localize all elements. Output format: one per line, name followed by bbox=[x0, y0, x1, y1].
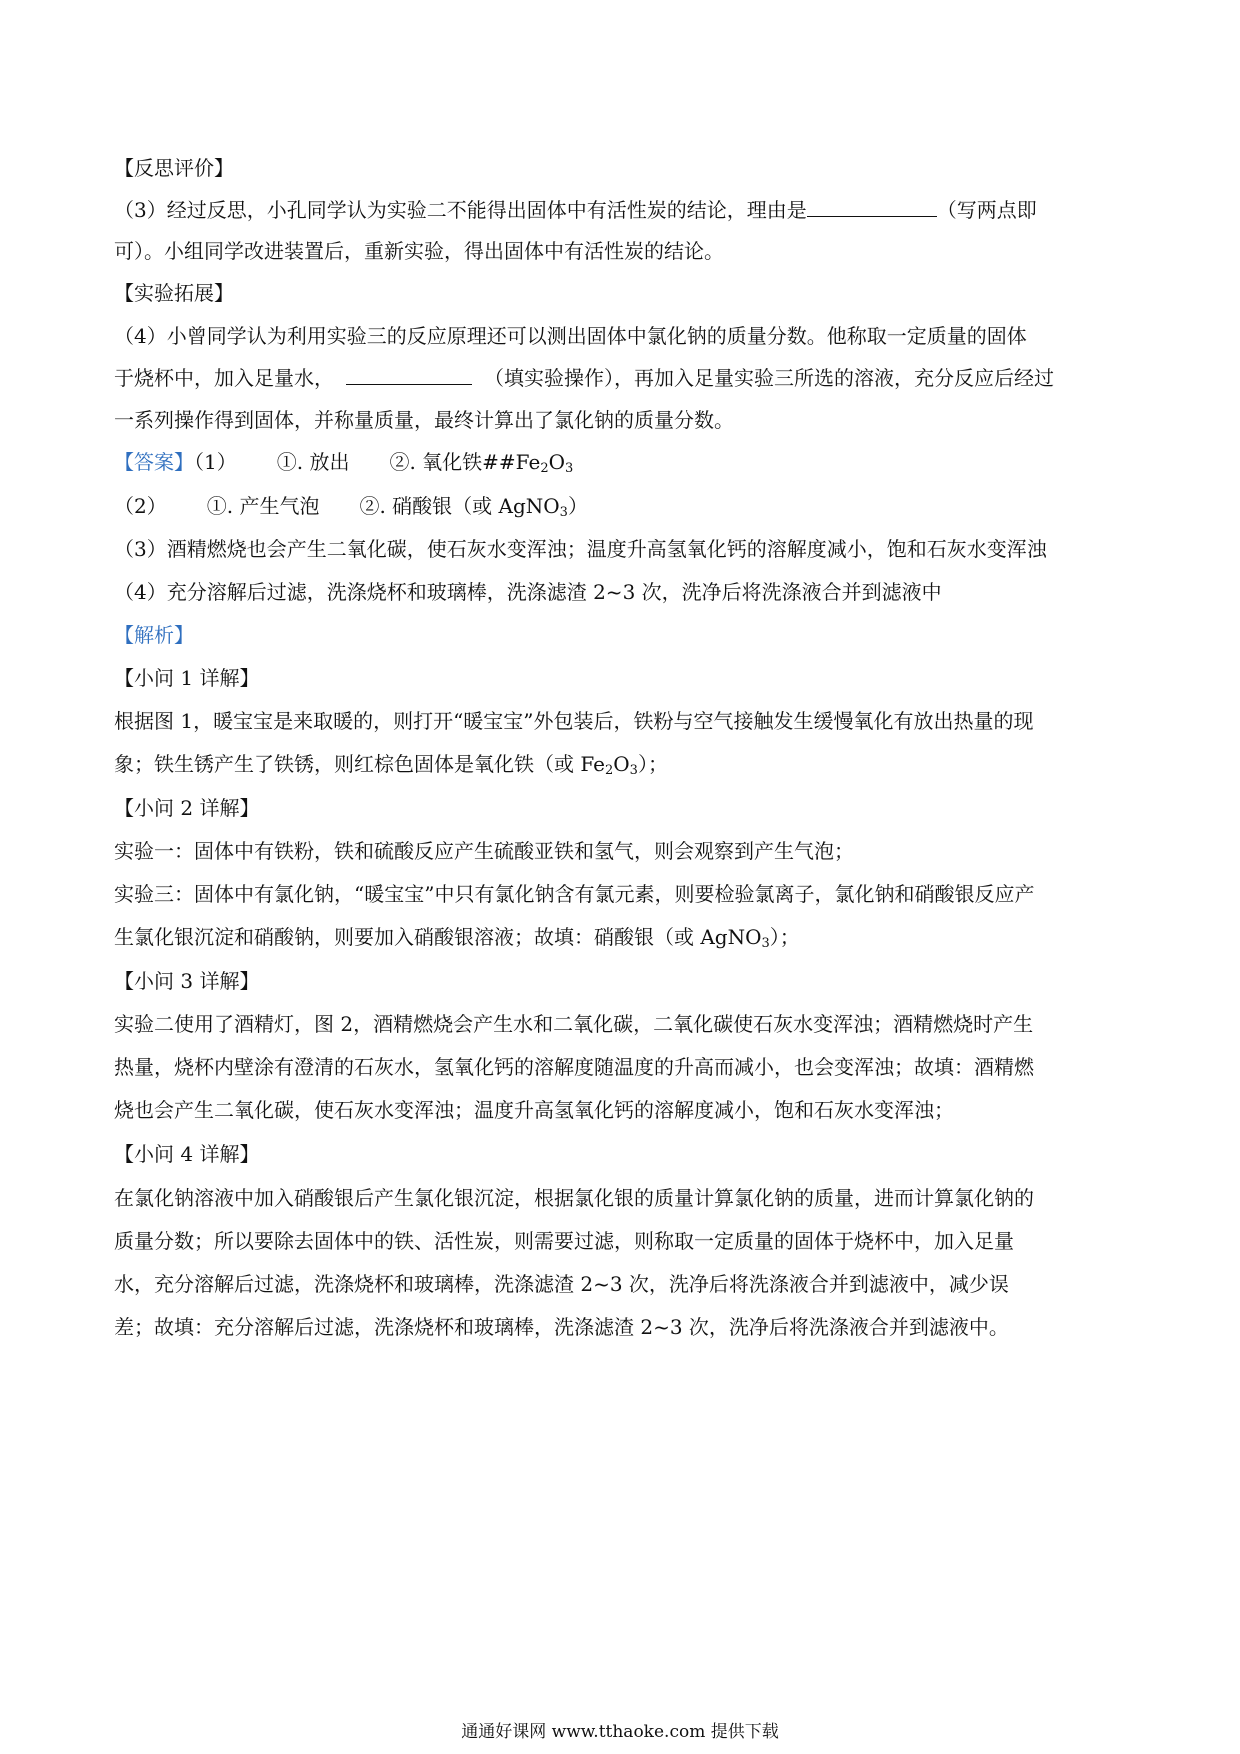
answer-blank bbox=[807, 196, 937, 217]
answer-line-3: （3）酒精燃烧也会产生二氧化碳，使石灰水变浑浊；温度升高氢氧化钙的溶解度减小，饱和石灰水变浑浊 bbox=[114, 537, 1047, 561]
question-3-line-1 bbox=[114, 196, 1037, 224]
answer-1-item-1: ①. 放出 bbox=[276, 450, 350, 474]
sub-question-1-line-2: 象；铁生锈产生了铁锈，则红棕色固体是氧化铁（或 $Fe_2O_3$）； bbox=[114, 752, 668, 778]
reflection-heading: 【反思评价】 bbox=[114, 156, 234, 180]
sub-question-4-line-3: 水，充分溶解后过滤，洗涤烧杯和玻璃棒，洗涤滤渣 2~3 次，洗净后将洗涤液合并到滤液中，减少误 bbox=[114, 1272, 1009, 1296]
sub-question-3-line-1: 实验二使用了酒精灯，图 2，酒精燃烧会产生水和二氧化碳，二氧化碳使石灰水变浑浊；酒精燃烧时产生 bbox=[114, 1012, 1034, 1036]
sub-question-4-line-4: 差；故填：充分溶解后过滤，洗涤烧杯和玻璃棒，洗涤滤渣 2~3 次，洗净后将洗涤液合并到滤液中。 bbox=[114, 1315, 1009, 1339]
answer-blank bbox=[346, 364, 472, 385]
sub-question-2-line-2: 实验三：固体中有氯化钠，“暖宝宝”中只有氯化钠含有氯元素，则要检验氯离子，氯化钠和硝酸银反应产 bbox=[114, 882, 1035, 906]
sub-question-3-heading: 【小问 3 详解】 bbox=[114, 969, 260, 993]
sub-question-3-line-3: 烧也会产生二氧化碳，使石灰水变浑浊；温度升高氢氧化钙的溶解度减小，饱和石灰水变浑浊； bbox=[114, 1098, 954, 1122]
sub-question-2-line-3: 生氯化银沉淀和硝酸钠，则要加入硝酸银溶液；故填：硝酸银（或 AgNO$_3$）； bbox=[114, 925, 800, 951]
sub-question-2-heading: 【小问 2 详解】 bbox=[114, 796, 260, 820]
answer-line-4: （4）充分溶解后过滤，洗涤烧杯和玻璃棒，洗涤滤渣 2~3 次，洗净后将洗涤液合并到滤液中 bbox=[114, 580, 942, 604]
analysis-label: 【解析】 bbox=[114, 623, 194, 647]
sub-question-2-line-1: 实验一：固体中有铁粉，铁和硫酸反应产生硫酸亚铁和氢气，则会观察到产生气泡； bbox=[114, 839, 854, 863]
answer-2-item-2: ②. 硝酸银（或 AgNO$_3$） bbox=[359, 494, 588, 520]
question-3-text: （3）经过反思，小孔同学认为实验二不能得出固体中有活性炭的结论，理由是 bbox=[114, 198, 807, 222]
question-4-line-1: （4）小曾同学认为利用实验三的反应原理还可以测出固体中氯化钠的质量分数。他称取一定质量的固体 bbox=[114, 324, 1027, 348]
sub-question-1-line-1: 根据图 1，暖宝宝是来取暖的，则打开“暖宝宝”外包装后，铁粉与空气接触发生缓慢氧化有放出热量的现 bbox=[114, 709, 1034, 733]
sub-question-3-line-2: 热量，烧杯内壁涂有澄清的石灰水，氢氧化钙的溶解度随温度的升高而减小，也会变浑浊；故填：酒精燃 bbox=[114, 1055, 1034, 1079]
question-4-line-3: 一系列操作得到固体，并称量质量，最终计算出了氯化钠的质量分数。 bbox=[114, 408, 734, 432]
question-3-hint: （写两点即 bbox=[936, 198, 1037, 222]
sub-question-4-line-2: 质量分数；所以要除去固体中的铁、活性炭，则需要过滤，则称取一定质量的固体于烧杯中，加入足量 bbox=[114, 1229, 1014, 1253]
answer-line-2 bbox=[114, 492, 588, 520]
sub-question-1-heading: 【小问 1 详解】 bbox=[114, 666, 260, 690]
extension-heading: 【实验拓展】 bbox=[114, 281, 234, 305]
question-4-line-2 bbox=[114, 364, 1054, 392]
answer-2-item-1: ①. 产生气泡 bbox=[206, 494, 320, 518]
answer-1-number: （1） bbox=[194, 450, 237, 474]
question-3-line-2: 可）。小组同学改进装置后，重新实验，得出固体中有活性炭的结论。 bbox=[114, 239, 724, 263]
answer-label: 【答案】 bbox=[114, 450, 194, 474]
answer-2-number: （2） bbox=[114, 494, 167, 518]
page-footer: 通通好课网 www.tthaoke.com 提供下载 bbox=[461, 1722, 779, 1742]
sub-question-4-line-1: 在氯化钠溶液中加入硝酸银后产生氯化银沉淀，根据氯化银的质量计算氯化钠的质量，进而计算氯化钠的 bbox=[114, 1186, 1034, 1210]
answer-1-item-2: ②. 氧化铁$\#\#Fe_2O_3$ bbox=[389, 450, 574, 476]
question-4-text-a: 于烧杯中，加入足量水， bbox=[114, 366, 334, 390]
question-4-text-b: （填实验操作），再加入足量实验三所选的溶液，充分反应后经过 bbox=[484, 366, 1054, 390]
answer-line-1 bbox=[114, 448, 573, 476]
sub-question-4-heading: 【小问 4 详解】 bbox=[114, 1142, 260, 1166]
